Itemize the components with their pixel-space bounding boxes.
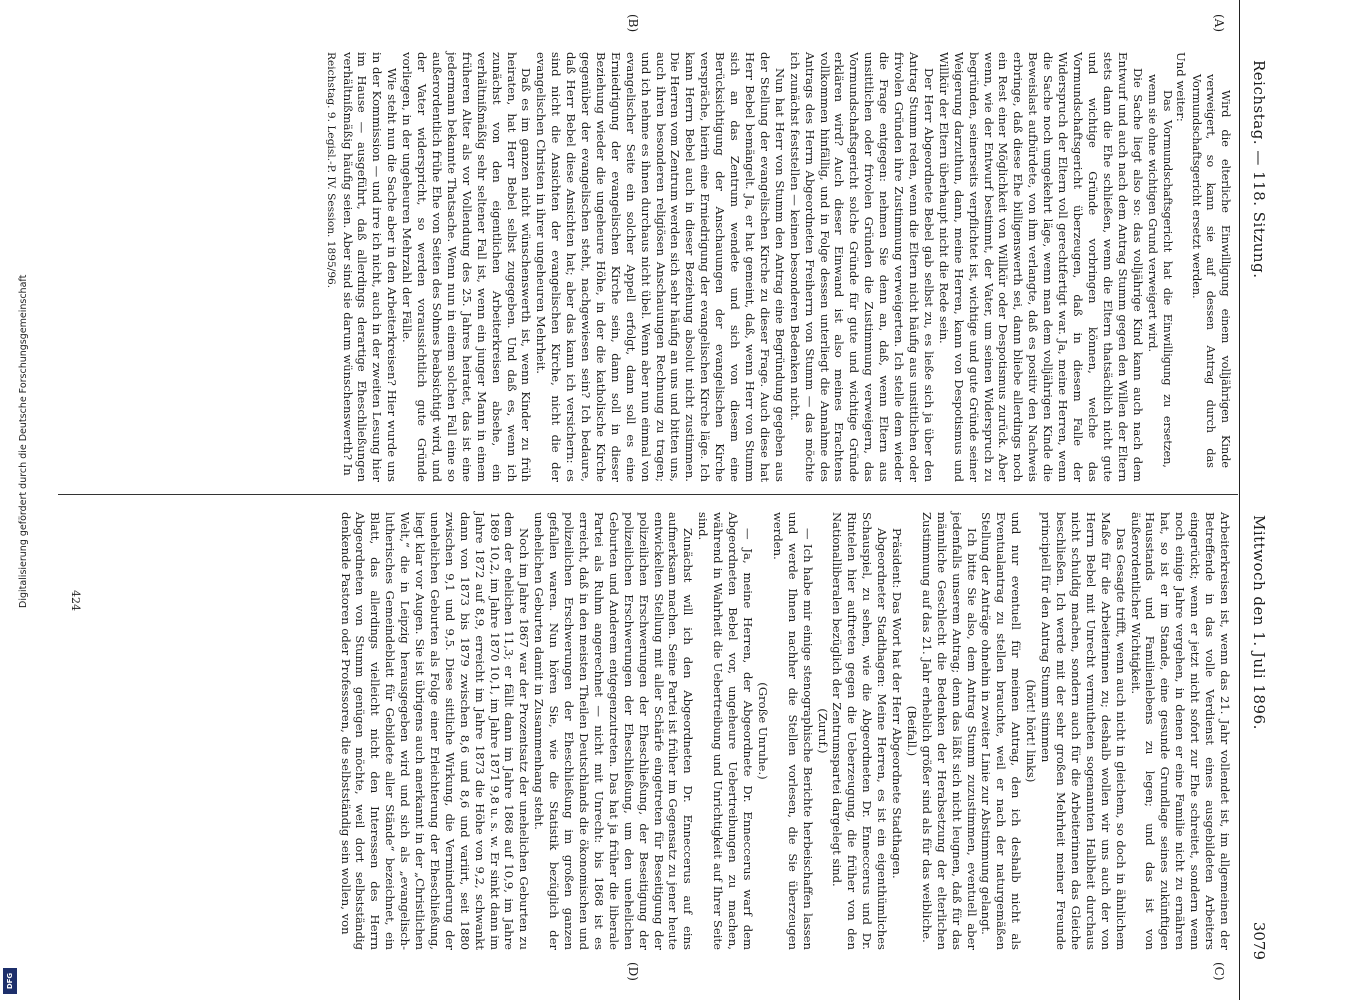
text-paragraph: Zunächst will ich den Abgeordneten Dr. Enneccerus auf eins aufmerksam machen. Seine Partei ist früher im Gegensatz zu jener heute entwickelten Stellung mit aller Schärfe eingetreten für Beseitigung der polizeilichen Erschwerungen der Eheschließung, der Beseitigung der polizeilichen Erschwerungen der Eheschließung, um den unehelichen Geburten und Anderem entgegenzutreten. Das hat ja früher die liberale Partei als Ruhm angerechnet — nicht mit Unrecht: bis 1868 ist es erreicht, daß in den meisten Theilen Deutschlands die ökonomischen und polizeilichen Erschwerungen der Eheschließung im großen ganzen gefallen waren. Nun hören Sie, wie die Statistik bezüglich der unehelichen Geburten damit in Zusammenhang steht.	[532, 512, 696, 950]
margin-marker-a: (A)	[1212, 14, 1226, 33]
quote-paragraph: Wird die elterliche Einwilligung einem volljährigen Kinde verweigert, so kann sie auf dessen Antrag durch das Vormundschaftsgericht ersetzt werden.	[1190, 74, 1232, 468]
text-paragraph: — Ja, meine Herren, der Abgeordnete Dr. Enneccerus warf dem Abgeordneten Bebel vor, ungeheure Uebertreibungen zu machen, während in Wahrheit die Uebertreibung und Unrichtigkeit auf Ihrer Seite sind.	[696, 512, 755, 950]
digitization-credit	[0, 0, 29, 1000]
text-paragraph: — Ich habe mir einige stenographische Berichte herbeischaffen lassen und werde Ihnen nachher die Stellen vorlesen, die Sie überzeugen werden.	[770, 512, 815, 950]
column-divider	[58, 494, 1238, 495]
dfg-logo	[3, 968, 17, 994]
text-paragraph: Ich bitte Sie also, dem Antrag Stumm zuzustimmen, eventuell aber jedenfalls unserem Antrag; denn das läßt sich nicht leugnen, daß für das männliche Geschlecht die Bedenken der Herabsetzung der elterlichen Zustimmung auf das 21. Jahr erheblich größer sind als für das weibliche.	[919, 512, 979, 950]
header-title: Reichstag. — 118. Sitzung.	[1250, 60, 1268, 279]
interjection: (Zuruf.)	[815, 708, 830, 754]
interjection: (hört! hört! links)	[1024, 679, 1039, 783]
text-paragraph: Arbeiterkreisen ist, wenn das 21. Jahr vollendet ist, im allgemeinen der Betreffende in das volle Verdienst eines ausgebildeten Arbeiters eingerückt; wenn er jetzt nicht sofort zur Ehe schreitet, sondern wenn noch einige Jahre vergehen, in denen er eine Familie nicht zu ernähren hat, so ist er im Stande, eine gesunde Grundlage seines zukünftigen Hausstands und Familienlebens zu legen; und das ist von äußerordentlicher Wichtigkeit.	[1128, 512, 1232, 950]
dfg-logo-text: DFG	[6, 972, 14, 990]
text-paragraph: Und weiter:	[1174, 52, 1189, 122]
margin-marker-d: (D)	[626, 962, 640, 981]
text-paragraph: und nur eventuell für meinen Antrag, den ich deshalb nicht als Eventualantrag zu stellen brauchte, weil er nach der naturgemäßen Stellung der Anträge ohnehin in zweiter Linie zur Abstimmung gelangt.	[979, 512, 1024, 950]
margin-marker-b: (B)	[626, 14, 640, 33]
text-paragraph: Wie steht nun die Sache aber in den Arbeiterkreisen? Hier wurde uns in der Kommission — und irre ich nicht, auch in der zweiten Lesung hier im Hause — ausgeführt, daß allerdings derartige Eheschließungen verhältnißmäßig häufig seien. Aber sind sie darum wünschenswerth? In	[340, 52, 400, 482]
right-column	[338, 512, 1232, 950]
text-paragraph: Nun hat Herr von Stumm den Antrag eine Begründung gegeben aus der Stellung der evangelischen Kirche zu dieser Frage. Auch diese hat Herr Bebel bemängelt. Ja, er hat gemeint, daß, wenn Herr von Stumm sich an das Zentrum wendete und sich von diesem eine Berücksichtigung der Anschauungen der evangelischen Kirche verspräche, hierin eine Erniedrigung der evangelischen Kirche läge. Ich kann Herrn Bebel auch in dieser Beziehung absolut nicht zustimmen. Die Herren vom Zentrum werden sich sehr häufig an uns und bitten uns, auch ihren besonderen religiösen Anschauungen Rechnung zu tragen; und ich nehme es ihnen durchaus nicht übel. Wenn aber nun einmal von evangelischer Seite ein solcher Appell erfolgt, dann soll es eine Erniedrigung der evangelischen Kirche sein, dann soll in dieser Beziehung wieder die ungeheure Höhe, in der die katholische Kirche gegenüber der evangelischen steht, nachgewiesen sein? Ich bedaure, daß Herr Bebel diese Ansichten hat; aber das kann ich versichern: es sind nicht die Ansichten der evangelischen Kirche, nicht die der evangelischen Christen in ihrer ungeheuren Mehrheit.	[534, 52, 787, 482]
session-footer: Reichstag. 9. Legisl.-P. IV. Session. 1895/96.	[324, 52, 337, 289]
text-paragraph: Die Sache liegt also so: das volljährige Kind kann auch nach dem Entwurf und auch nach dem Antrag Stumm gegen den Willen der Eltern stets dann die Ehe schließen, wenn die Eltern thatsächlich nicht gute und wichtige Gründe vorbringen können, welche das Vormundschaftsgericht überzeugen, daß in diesem Falle der Widerspruch der Eltern voll gerechtfertigt war. Ja, meine Herren, wenn die Sache noch umgekehrt läge, wenn man dem volljährigen Kinde die Beweislast aufbürdete, von ihm verlangte, daß es positiv den Nachweis erbringe, daß diese Ehe billigenswerth sei, dann bliebe allerdings noch ein Rest einer Möglichkeit von Willkür oder Despotismus zurück. Aber wenn, wie der Entwurf bestimmt, der Vater, um seinen Widerspruch zu begründen, seinerseits verpflichtet ist, wichtige und gute Gründe seiner Weigerung darzuthun, dann, meine Herren, kann von Despotismus und Willkür der Eltern überhaupt nicht die Rede sein.	[936, 52, 1145, 482]
text-paragraph: Der Herr Abgeordnete Bebel gab selbst zu, es ließe sich ja über den Antrag Stumm reden, wenn die Eltern nicht häufig aus unsittlichen oder frivolen Gründen ihre Zustimmung verweigerten. Ich stelle dem wieder die Frage entgegen: nehmen Sie denn an, daß, wenn Eltern aus unsittlichen oder frivolen Gründen die Zustimmung verweigern, das Vormundschaftsgericht solche Gründe für gute und wichtige Gründe erklären wird? Auch dieser Einwand ist also meines Erachtens vollkommen hinfällig, und in Folge dessen unterliegt die Annahme des Antrags des Herrn Abgeordneten Freiherrn von Stumm — das möchte ich zunächst feststellen — keinen besonderen Bedenken nicht.	[787, 52, 936, 482]
left-column	[323, 52, 1232, 482]
footer-page-number: 424	[69, 590, 82, 611]
text-paragraph: Das Gesagte trifft, wenn auch nicht in gleichem, so doch in ähnlichem Maße für die Arbeiterinnen zu; deshalb wollen wir uns auch der von Herrn Bebel mit Unrecht vermutheten sogenannten Halbheit durchaus nicht schuldig machen, sondern auch für die Arbeiterinnen das Gleiche beschließen. Ich werde mit der sehr großen Mehrheit meiner Freunde principiell für den Antrag Stumm stimmen	[1039, 512, 1128, 950]
text-paragraph: Präsident: Das Wort hat der Herr Abgeordnete Stadthagen.	[890, 528, 905, 879]
credit-text: Digitalisierung gefördert durch die Deutsche Forschungsgemeinschaft	[18, 274, 29, 608]
interjection: (Große Unruhe.)	[755, 682, 770, 780]
header-date: Mittwoch den 1. Juli 1896.	[1250, 515, 1268, 730]
page-number: 3079	[1250, 921, 1268, 960]
header-rule	[1239, 0, 1240, 1000]
text-paragraph: Daß es im ganzen nicht wünschenswerth ist, wenn Kinder zu früh heiraten, hat Herr Bebel selbst zugegeben. Und daß es, wenn ich zunächst von den eigentlichen Arbeiterkreisen absehe, ein verhältnißmäßig sehr seltener Fall ist, wenn ein junger Mann in einem früheren Alter als vor Vollendung des 25. Jahres heiratet, das ist eine jedermann bekannte Thatsache. Wenn nun in einem solchen Fall eine so außerordentlich frühe Ehe von Seiten des Sohnes beabsichtigt wird, und der Vater widerspricht, so werden voraussichtlich gute Gründe vorliegen, in der ungeheuren Mehrzahl der Fälle.	[400, 52, 534, 482]
quote-paragraph: Das Vormundschaftsgericht hat die Einwilligung zu ersetzen, wenn sie ohne wichtigen Grund verweigert wird.	[1146, 74, 1174, 468]
text-paragraph: Abgeordneter Stadthagen: Meine Herren, es ist ein eigenthümliches Schauspiel, zu sehen, wie die Abgeordneten Dr. Enneccerus und Dr. Rintelen hier auftreten gegen die Ueberzeugung, die früher von den Nationalliberalen bezüglich der Zentrumspartei dargelegt sind.	[830, 512, 890, 950]
margin-marker-c: (C)	[1212, 962, 1226, 981]
interjection: (Beifall.)	[904, 705, 919, 757]
text-paragraph: Noch im Jahre 1867 war der Prozentsatz der unehelichen Geburten zu dem der ehelichen 11,3; er fällt dann im Jahre 1868 auf 10,9, im Jahre 1869 10,2, im Jahre 1870 10,1, im Jahre 1871 9,8 u. s. w. Er sinkt dann im Jahre 1872 auf 8,9, erreicht im Jahre 1873 die Höhe von 9,2, schwankt dann von 1873 bis 1879 zwischen 8,6 und 8,6 und variirt, seit 1880 zwischen 9,1 und 9,5. Diese sittliche Wirkung, die Verminderung der unehelichen Geburten als Folge einer Erleichterung der Eheschließung, liegt klar vor Augen. Sie ist übrigens auch anerkannt in der „Christlichen Welt,“ die in Leipzig herausgegeben wird und sich als „evangelisch-lutherisches Gemeindeblatt für Gebildete aller Stände“ bezeichnet, ein Blatt, das allerdings vielleicht nicht den Interessen des Herrn Abgeordneten von Stumm genügen möchte, weil dort selbstständig denkende Pastoren oder Professoren, die selbstständig sein wollen, von	[338, 512, 532, 950]
running-header	[1242, 0, 1268, 1000]
